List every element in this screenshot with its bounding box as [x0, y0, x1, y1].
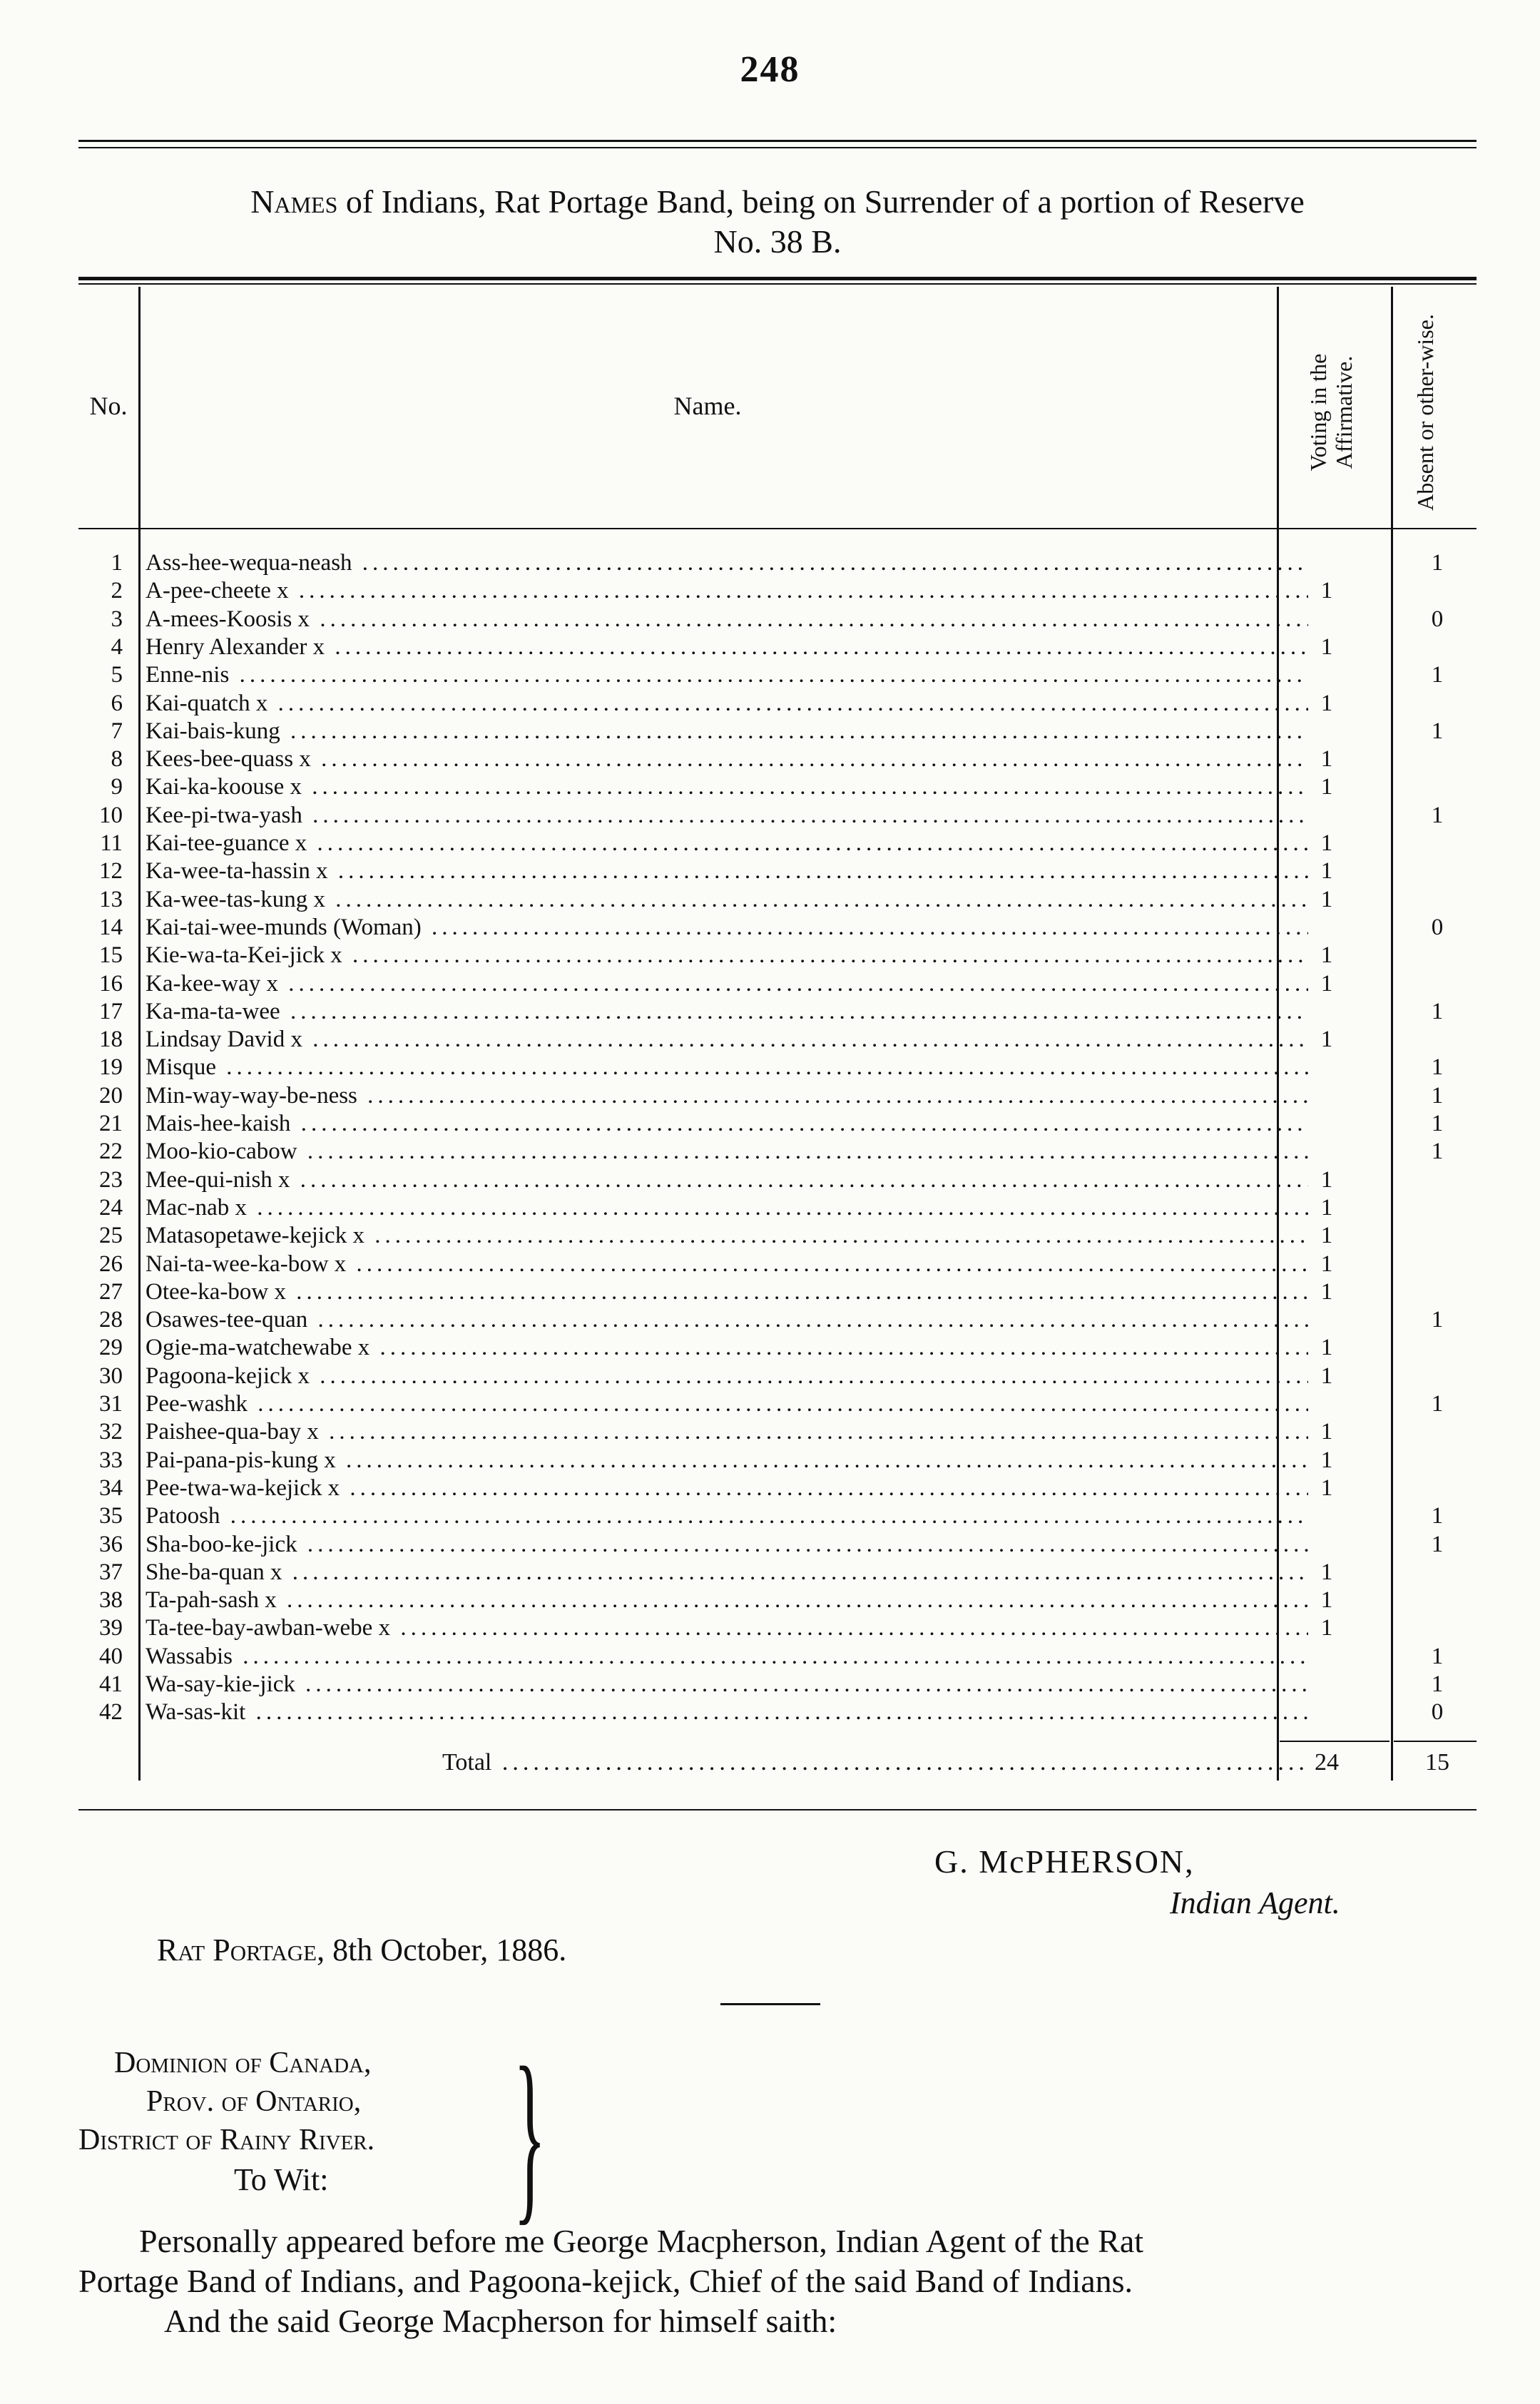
row-name: Wa-say-kie-jick ..... — [146, 1671, 1308, 1698]
row-voting: 1 — [1320, 886, 1333, 912]
total-rule-absent — [1394, 1741, 1477, 1742]
table-row — [78, 1363, 1477, 1390]
table-row — [78, 830, 1477, 857]
table-row — [78, 1447, 1477, 1475]
table-row — [78, 1334, 1477, 1362]
row-number: 31 — [99, 1391, 123, 1417]
row-number: 42 — [99, 1699, 123, 1726]
row-name: Wassabis ..... — [146, 1643, 1308, 1671]
row-number: 3 — [111, 606, 123, 632]
row-name: Ass-hee-wequa-neash ..... — [146, 549, 1308, 577]
row-number: 10 — [99, 802, 123, 828]
header-voting-text: Voting in the Affirmative. — [1305, 353, 1357, 472]
row-name: Ta-tee-bay-awban-webe x ..... — [146, 1614, 1308, 1642]
row-number: 34 — [99, 1475, 123, 1501]
row-voting: 1 — [1320, 1335, 1333, 1361]
title-line-1 — [78, 182, 1477, 222]
separator-rule — [720, 2003, 820, 2005]
row-number: 18 — [99, 1027, 123, 1053]
row-number: 38 — [99, 1587, 123, 1614]
body-line-3: And the said George Macpherson for himself saith: — [164, 2303, 837, 2339]
agent-title: Indian Agent. — [1170, 1885, 1340, 1920]
row-number: 37 — [99, 1559, 123, 1585]
row-name: Otee-ka-bow x ..... — [146, 1278, 1308, 1306]
row-absent: 1 — [1431, 718, 1444, 744]
row-number: 25 — [99, 1223, 123, 1249]
row-voting: 1 — [1320, 578, 1333, 604]
row-number: 35 — [99, 1503, 123, 1529]
row-absent: 0 — [1431, 606, 1444, 632]
table-row — [78, 661, 1477, 689]
row-number: 12 — [99, 858, 123, 885]
row-number: 22 — [99, 1139, 123, 1165]
row-voting: 1 — [1320, 1587, 1333, 1614]
row-number: 9 — [111, 774, 123, 800]
jurisdiction-line-3: District of Rainy River. — [78, 2124, 375, 2156]
place-date — [157, 1932, 566, 1968]
row-number: 29 — [99, 1335, 123, 1361]
row-voting: 1 — [1320, 858, 1333, 885]
row-absent: 1 — [1431, 802, 1444, 828]
table-row — [78, 1586, 1477, 1614]
header-name: Name. — [673, 392, 742, 420]
jurisdiction-line-2: Prov. of Ontario, — [146, 2085, 362, 2118]
row-voting: 1 — [1320, 1223, 1333, 1249]
table-row — [78, 998, 1477, 1026]
table-row — [78, 718, 1477, 745]
table-row — [78, 1698, 1477, 1726]
row-number: 2 — [111, 578, 123, 604]
body-line-2: Portage Band of Indians, and Pagoona-kejick, Chief of the said Band of Indians. — [78, 2263, 1133, 2299]
row-absent: 1 — [1431, 1391, 1444, 1417]
table-row — [78, 577, 1477, 605]
row-name: Henry Alexander x ..... — [146, 633, 1308, 661]
top-rule — [78, 140, 1477, 142]
row-name: Pee-washk ..... — [146, 1390, 1308, 1418]
row-number: 13 — [99, 886, 123, 912]
table-row — [78, 1166, 1477, 1194]
date: 8th October, 1886. — [325, 1932, 567, 1967]
row-voting: 1 — [1320, 1419, 1333, 1445]
row-voting: 1 — [1320, 1278, 1333, 1305]
row-absent: 1 — [1431, 1671, 1444, 1697]
row-number: 7 — [111, 718, 123, 744]
document-title — [78, 182, 1477, 262]
brace-glyph: } — [514, 2028, 546, 2241]
table-row — [78, 1054, 1477, 1081]
table-row — [78, 549, 1477, 577]
row-name: Nai-ta-wee-ka-bow x ..... — [146, 1251, 1308, 1278]
row-absent: 1 — [1431, 1111, 1444, 1136]
row-name: Min-way-way-be-ness ..... — [146, 1082, 1308, 1110]
row-name: Misque ..... — [146, 1054, 1308, 1081]
row-number: 26 — [99, 1251, 123, 1277]
row-name: Kai-tee-guance x ..... — [146, 830, 1308, 857]
table-top-rule — [78, 277, 1477, 280]
table-row — [78, 914, 1477, 942]
total-row — [78, 1745, 1477, 1781]
row-absent: 0 — [1431, 914, 1444, 940]
row-voting: 1 — [1320, 1559, 1333, 1585]
row-name: Pee-twa-wa-kejick x ..... — [146, 1475, 1308, 1502]
row-name: Kai-ka-koouse x ..... — [146, 773, 1308, 801]
row-name: She-ba-quan x ..... — [146, 1559, 1308, 1586]
row-absent: 1 — [1431, 1307, 1444, 1333]
table-row — [78, 1671, 1477, 1698]
row-name: A-mees-Koosis x ..... — [146, 606, 1308, 633]
row-name: Ka-wee-ta-hassin x ..... — [146, 857, 1308, 885]
header-absent-text: Absent or other-wise. — [1412, 314, 1438, 511]
row-number: 17 — [99, 998, 123, 1024]
row-name: Kee-pi-twa-yash ..... — [146, 802, 1308, 830]
row-voting: 1 — [1320, 830, 1333, 856]
table-row — [78, 886, 1477, 914]
row-name: Kai-quatch x ..... — [146, 690, 1308, 718]
table-row — [78, 1251, 1477, 1278]
row-voting: 1 — [1320, 633, 1333, 660]
table-row — [78, 1418, 1477, 1446]
jurisdiction-line-1: Dominion of Canada, — [114, 2047, 372, 2079]
row-absent: 1 — [1431, 998, 1444, 1024]
row-absent: 0 — [1431, 1699, 1444, 1726]
agent-name: G. McPHERSON, — [934, 1843, 1195, 1880]
row-name: Kees-bee-quass x ..... — [146, 745, 1308, 773]
row-name: Kai-bais-kung ..... — [146, 718, 1308, 745]
table-row — [78, 1222, 1477, 1250]
row-number: 14 — [99, 914, 123, 940]
row-voting: 1 — [1320, 1447, 1333, 1473]
table-row — [78, 857, 1477, 885]
row-number: 33 — [99, 1447, 123, 1473]
table-row — [78, 942, 1477, 969]
table-top-rule-2 — [78, 283, 1477, 285]
row-name: Ka-ma-ta-wee ..... — [146, 998, 1308, 1026]
row-name: Mee-qui-nish x ..... — [146, 1166, 1308, 1194]
jurisdiction-line-4: To Wit: — [234, 2162, 329, 2197]
table-row — [78, 1194, 1477, 1222]
row-name: Ogie-ma-watchewabe x ..... — [146, 1334, 1308, 1362]
row-name: Pagoona-kejick x ..... — [146, 1363, 1308, 1390]
table-row — [78, 1475, 1477, 1502]
row-absent: 1 — [1431, 1139, 1444, 1165]
row-name: Ta-pah-sash x ..... — [146, 1586, 1308, 1614]
row-name: Kai-tai-wee-munds (Woman) ..... — [146, 914, 1308, 942]
table-row — [78, 1390, 1477, 1418]
place: Rat Portage, — [157, 1932, 325, 1967]
row-absent: 1 — [1431, 1503, 1444, 1529]
row-voting: 1 — [1320, 1363, 1333, 1389]
row-name: Mac-nab x ..... — [146, 1194, 1308, 1222]
table-row — [78, 1110, 1477, 1138]
row-voting: 1 — [1320, 690, 1333, 716]
table-row — [78, 1643, 1477, 1671]
row-voting: 1 — [1320, 1251, 1333, 1277]
header-no: No. — [89, 392, 128, 420]
row-number: 41 — [99, 1671, 123, 1697]
row-number: 4 — [111, 633, 123, 660]
table-row — [78, 690, 1477, 718]
row-number: 24 — [99, 1194, 123, 1221]
header-voting — [1305, 305, 1362, 519]
row-name: Kie-wa-ta-Kei-jick x ..... — [146, 942, 1308, 969]
row-number: 27 — [99, 1278, 123, 1305]
row-absent: 1 — [1431, 1082, 1444, 1109]
row-voting: 1 — [1320, 942, 1333, 969]
row-voting: 1 — [1320, 746, 1333, 773]
row-name: Pai-pana-pis-kung x ..... — [146, 1447, 1308, 1475]
row-number: 32 — [99, 1419, 123, 1445]
names-table — [78, 277, 1477, 1810]
table-row — [78, 1614, 1477, 1642]
top-rule-2 — [78, 147, 1477, 148]
header-bottom-rule — [78, 528, 1477, 529]
row-absent: 1 — [1431, 1643, 1444, 1669]
row-voting: 1 — [1320, 1475, 1333, 1501]
table-bottom-rule — [78, 1809, 1477, 1810]
table-row — [78, 1278, 1477, 1306]
row-absent: 1 — [1431, 1531, 1444, 1557]
table-row — [78, 1502, 1477, 1530]
table-row — [78, 1026, 1477, 1054]
row-number: 36 — [99, 1531, 123, 1557]
title-rest: of Indians, Rat Portage Band, being on Surrender of a portion of Reserve — [337, 183, 1305, 220]
row-number: 1 — [111, 550, 123, 576]
row-voting: 1 — [1320, 970, 1333, 997]
total-absent: 15 — [1425, 1749, 1449, 1776]
row-name: Matasopetawe-kejick x ..... — [146, 1222, 1308, 1250]
table-row — [78, 745, 1477, 773]
page-number: 248 — [740, 49, 800, 90]
row-name: Paishee-qua-bay x ..... — [146, 1418, 1308, 1446]
row-name: Enne-nis ..... — [146, 661, 1308, 689]
row-number: 39 — [99, 1615, 123, 1641]
row-name: Sha-boo-ke-jick ..... — [146, 1531, 1308, 1559]
row-number: 5 — [111, 662, 123, 688]
row-absent: 1 — [1431, 1054, 1444, 1081]
row-number: 8 — [111, 746, 123, 773]
table-row — [78, 633, 1477, 661]
row-number: 16 — [99, 970, 123, 997]
row-voting: 1 — [1320, 1615, 1333, 1641]
table-row — [78, 1082, 1477, 1110]
title-lead: Names — [250, 183, 338, 220]
row-voting: 1 — [1320, 774, 1333, 800]
row-absent: 1 — [1431, 550, 1444, 576]
body-line-1: Personally appeared before me George Macpherson, Indian Agent of the Rat — [139, 2223, 1144, 2259]
row-number: 11 — [100, 830, 123, 856]
row-number: 21 — [99, 1111, 123, 1136]
row-number: 15 — [99, 942, 123, 969]
table-row — [78, 1306, 1477, 1334]
row-absent: 1 — [1431, 662, 1444, 688]
row-name: Mais-hee-kaish ..... — [146, 1110, 1308, 1138]
row-number: 30 — [99, 1363, 123, 1389]
row-name: Patoosh ..... — [146, 1502, 1308, 1530]
row-voting: 1 — [1320, 1027, 1333, 1053]
row-number: 40 — [99, 1643, 123, 1669]
title-line-2: No. 38 B. — [713, 223, 842, 260]
row-name: Osawes-tee-quan ..... — [146, 1306, 1308, 1334]
table-row — [78, 970, 1477, 998]
header-absent — [1412, 305, 1469, 519]
row-number: 6 — [111, 690, 123, 716]
row-number: 23 — [99, 1166, 123, 1193]
row-voting: 1 — [1320, 1194, 1333, 1221]
row-name: Moo-kio-cabow ..... — [146, 1138, 1308, 1166]
table-row — [78, 1531, 1477, 1559]
table-row — [78, 1559, 1477, 1586]
table-row — [78, 1138, 1477, 1166]
table-row — [78, 606, 1477, 633]
row-voting: 1 — [1320, 1166, 1333, 1193]
row-number: 28 — [99, 1307, 123, 1333]
table-row — [78, 773, 1477, 801]
total-voting: 24 — [1315, 1749, 1339, 1776]
row-name: Ka-wee-tas-kung x ..... — [146, 886, 1308, 914]
row-name: Ka-kee-way x ..... — [146, 970, 1308, 998]
row-name: A-pee-cheete x ..... — [146, 577, 1308, 605]
row-number: 20 — [99, 1082, 123, 1109]
row-name: Wa-sas-kit ..... — [146, 1698, 1308, 1726]
total-rule-voting — [1280, 1741, 1389, 1742]
table-row — [78, 802, 1477, 830]
total-label: Total ..... — [442, 1745, 1305, 1781]
row-name: Lindsay David x ..... — [146, 1026, 1308, 1054]
row-number: 19 — [99, 1054, 123, 1081]
